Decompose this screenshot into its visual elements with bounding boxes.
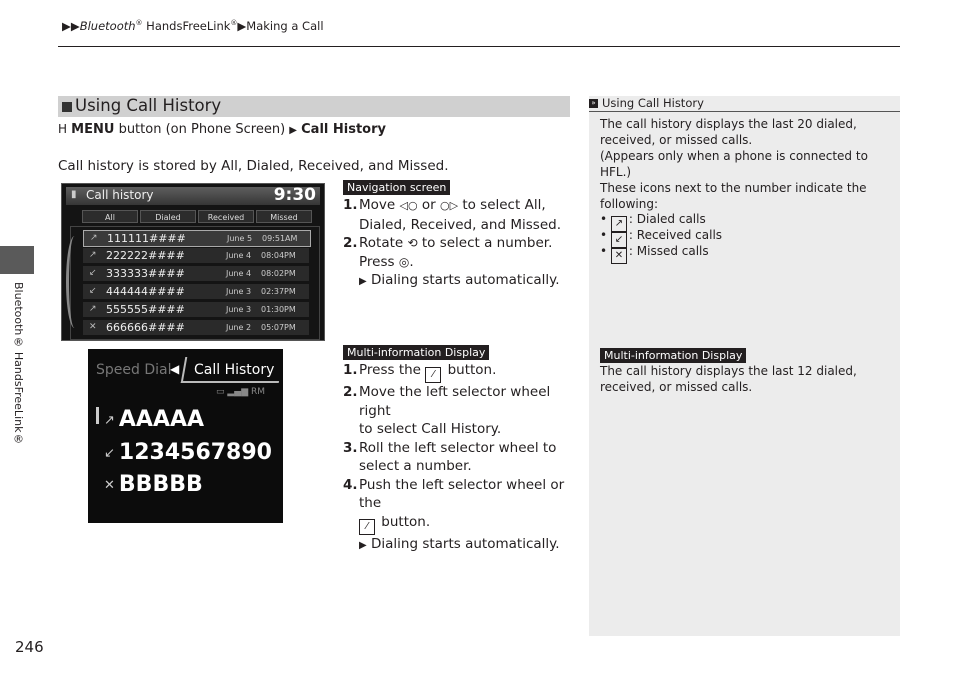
- phone-button-icon: ⁄: [359, 519, 375, 535]
- step-text: .: [409, 253, 414, 270]
- mid-selector-bar: [96, 407, 99, 424]
- tab-missed: Missed: [256, 210, 312, 223]
- step-number: 3.: [343, 439, 358, 456]
- step-text: Dialing starts automatically.: [366, 272, 560, 288]
- row-time: 05:07PM: [261, 323, 296, 332]
- mid-entry: [104, 407, 204, 432]
- multi-info-tag: Multi-information Display: [343, 345, 489, 360]
- header-rule: [58, 46, 900, 47]
- sidebar-mid-tag: Multi-information Display: [600, 348, 746, 363]
- step-number: 1.: [343, 362, 358, 378]
- tab-received: Received: [198, 210, 254, 223]
- step-text: .: [556, 216, 561, 233]
- missed-icon: ✕: [611, 248, 627, 264]
- mid-entry-text: BBBBB: [118, 472, 203, 497]
- mid-step-4: [343, 476, 578, 556]
- nav-steps: [343, 196, 573, 292]
- breadcrumb-current: Making a Call: [246, 19, 324, 33]
- rotate-icon: ⟲: [407, 236, 418, 250]
- nav-tabs: [82, 210, 318, 223]
- multi-info-display-image: [88, 349, 283, 523]
- sidebar-paragraph: These icons next to the number indicate the following:: [600, 181, 867, 211]
- mid-entry: [104, 440, 272, 465]
- sidebar-icon-item: • ↗ : Dialed calls: [600, 211, 892, 232]
- row-date: June 4: [226, 269, 252, 278]
- nav-screen-title: Call history: [86, 188, 154, 202]
- tab-all: All: [82, 210, 138, 223]
- step-number: 2.: [343, 235, 358, 251]
- step-number: 1.: [343, 197, 358, 213]
- mid-speed-dial: Speed Dial: [96, 362, 172, 378]
- breadcrumb-reg-mark: ®: [135, 19, 143, 28]
- note-icon: »: [589, 99, 598, 108]
- list-item: [83, 302, 309, 317]
- step-text: to select: [359, 421, 422, 437]
- mid-step-2: [343, 383, 578, 439]
- history-sep: , and: [359, 158, 398, 174]
- step-text: ,: [402, 216, 411, 233]
- phone-icon: ▮: [71, 189, 77, 200]
- sidebar-paragraph: (Appears only when a phone is connected to HFL.): [600, 149, 868, 179]
- step-text: Press: [359, 253, 399, 270]
- mid-entry-text: 1234567890: [118, 440, 272, 465]
- row-number: 333333####: [106, 267, 185, 280]
- history-sep: ,: [289, 158, 299, 174]
- breadcrumb: [62, 19, 324, 33]
- menu-path-target: Call History: [301, 122, 386, 137]
- mid-steps: [343, 361, 578, 555]
- row-time: 08:04PM: [261, 251, 296, 260]
- breadcrumb-arrows: ▶▶: [62, 19, 80, 33]
- sidebar-notes: [589, 96, 900, 636]
- history-end: .: [444, 158, 449, 174]
- row-date: June 5: [227, 234, 253, 243]
- sidebar-icon-label: : Dialed calls: [628, 212, 706, 226]
- step-number: 2.: [343, 384, 358, 400]
- row-time: 02:37PM: [261, 287, 296, 296]
- nav-scroll-arc: [66, 236, 83, 328]
- step-dialed: Dialed: [359, 216, 403, 233]
- row-date: June 2: [226, 323, 252, 332]
- row-date: June 4: [226, 251, 252, 260]
- breadcrumb-hfl: HandsFreeLink: [142, 19, 231, 33]
- sidebar-paragraph: The call history displays the last 12 dialed, received, or missed calls.: [600, 364, 857, 394]
- tab-dialed: Dialed: [140, 210, 196, 223]
- step-text: button.: [377, 513, 431, 530]
- sidebar-icon-label: : Missed calls: [628, 244, 709, 258]
- history-received: Received: [298, 158, 360, 174]
- home-icon: H: [58, 122, 68, 136]
- missed-icon: ✕: [104, 478, 115, 493]
- chapter-tab: [0, 246, 34, 274]
- breadcrumb-sep: ▶: [237, 19, 247, 33]
- row-date: June 3: [226, 287, 252, 296]
- mid-entry-text: AAAAA: [118, 407, 205, 432]
- step-text: to select a number.: [417, 235, 553, 251]
- press-icon: ◎: [398, 254, 410, 269]
- section-square-icon: [62, 102, 72, 112]
- chapter-side-label: Bluetooth® HandsFreeLink®: [12, 282, 25, 446]
- step-text: Roll the left selector wheel to: [359, 439, 557, 456]
- row-number: 666666####: [106, 321, 185, 334]
- sidebar-icon-item: • ↙ : Received calls: [600, 227, 892, 248]
- step-all: All: [524, 197, 542, 213]
- sidebar-paragraph: The call history displays the last 20 dialed, received, or missed calls.: [600, 117, 857, 147]
- breadcrumb-bluetooth: Bluetooth: [79, 19, 136, 33]
- mid-step-1: [343, 361, 578, 383]
- row-number: 555555####: [106, 303, 185, 316]
- list-item: [83, 320, 309, 335]
- history-intro-text: Call history is stored by: [58, 158, 222, 174]
- nav-titlebar: [66, 187, 320, 205]
- row-number: 111111####: [107, 232, 186, 245]
- dialed-icon: ↗: [104, 413, 115, 428]
- menu-path: [58, 122, 386, 137]
- list-item: [83, 230, 311, 247]
- menu-button-label: MENU: [71, 122, 115, 137]
- step-number: 4.: [343, 476, 358, 493]
- step-text: Push the left selector wheel or the: [359, 476, 565, 511]
- step-arrow: ▶: [359, 539, 367, 551]
- step-text: select a number.: [359, 458, 472, 474]
- dialed-icon: ↗: [611, 216, 627, 232]
- move-left-icon: ◁○: [399, 199, 418, 212]
- history-all: All: [221, 158, 238, 174]
- nav-step-1: [343, 196, 573, 234]
- navigation-screen-tag: Navigation screen: [343, 180, 450, 195]
- history-dialed: Dialed: [246, 158, 290, 174]
- list-item: [83, 284, 309, 299]
- mid-step-3: [343, 439, 578, 476]
- menu-path-text: button (on Phone Screen): [114, 122, 290, 137]
- section-title: Using Call History: [75, 96, 222, 115]
- step-text: to select: [458, 197, 525, 213]
- step-text: button.: [443, 362, 497, 378]
- step-text: Dialing starts automatically.: [366, 535, 560, 552]
- list-item: [83, 248, 309, 263]
- received-icon: ↙: [89, 286, 97, 296]
- history-intro: [58, 158, 449, 174]
- mid-entry: [104, 472, 203, 497]
- dialed-icon: ↗: [89, 304, 97, 314]
- section-heading: [58, 96, 570, 117]
- row-number: 222222####: [106, 249, 185, 262]
- step-arrow: ▶: [359, 276, 367, 287]
- sidebar-icon-item: • ✕ : Missed calls: [600, 243, 892, 264]
- page-number: 246: [15, 638, 44, 656]
- row-time: 08:02PM: [261, 269, 296, 278]
- sidebar-title: Using Call History: [602, 96, 704, 110]
- step-text: ,: [541, 197, 546, 213]
- move-right-icon: ○▷: [439, 199, 459, 212]
- row-date: June 3: [226, 305, 252, 314]
- navigation-screen-image: [61, 183, 325, 341]
- step-target: Call History: [421, 421, 497, 437]
- nav-step-2: [343, 234, 573, 292]
- mid-call-history: Call History: [194, 362, 275, 378]
- sidebar-header: [589, 96, 900, 112]
- step-received: Received: [410, 216, 473, 233]
- step-text: Move the left selector wheel right: [359, 384, 551, 419]
- history-missed: Missed: [397, 158, 445, 174]
- row-number: 444444####: [106, 285, 185, 298]
- dialed-icon: ↗: [90, 233, 98, 243]
- step-text: Rotate: [359, 235, 408, 251]
- missed-icon: ✕: [89, 322, 97, 332]
- signal-battery-icon: ▭ ▂▄▆ RM: [216, 387, 266, 397]
- sidebar-icon-label: : Received calls: [628, 228, 723, 242]
- step-text: , and: [472, 216, 511, 233]
- step-text: or: [417, 197, 440, 213]
- received-icon: ↙: [104, 446, 115, 461]
- step-text: Press the: [359, 362, 426, 378]
- row-time: 09:51AM: [262, 234, 298, 243]
- row-time: 01:30PM: [261, 305, 296, 314]
- received-icon: ↙: [611, 232, 627, 248]
- list-item: [83, 266, 309, 281]
- dialed-icon: ↗: [89, 250, 97, 260]
- menu-path-arrow: ▶: [289, 125, 297, 136]
- breadcrumb-reg-mark-2: ®: [230, 19, 238, 28]
- phone-button-icon: ⁄: [425, 367, 441, 383]
- history-sep: ,: [237, 158, 247, 174]
- step-text: Move: [359, 197, 400, 213]
- nav-clock: 9:30: [273, 185, 316, 205]
- step-missed: Missed: [510, 216, 557, 233]
- step-text: .: [496, 421, 502, 437]
- received-icon: ↙: [89, 268, 97, 278]
- back-arrow-icon: ◀: [170, 362, 180, 376]
